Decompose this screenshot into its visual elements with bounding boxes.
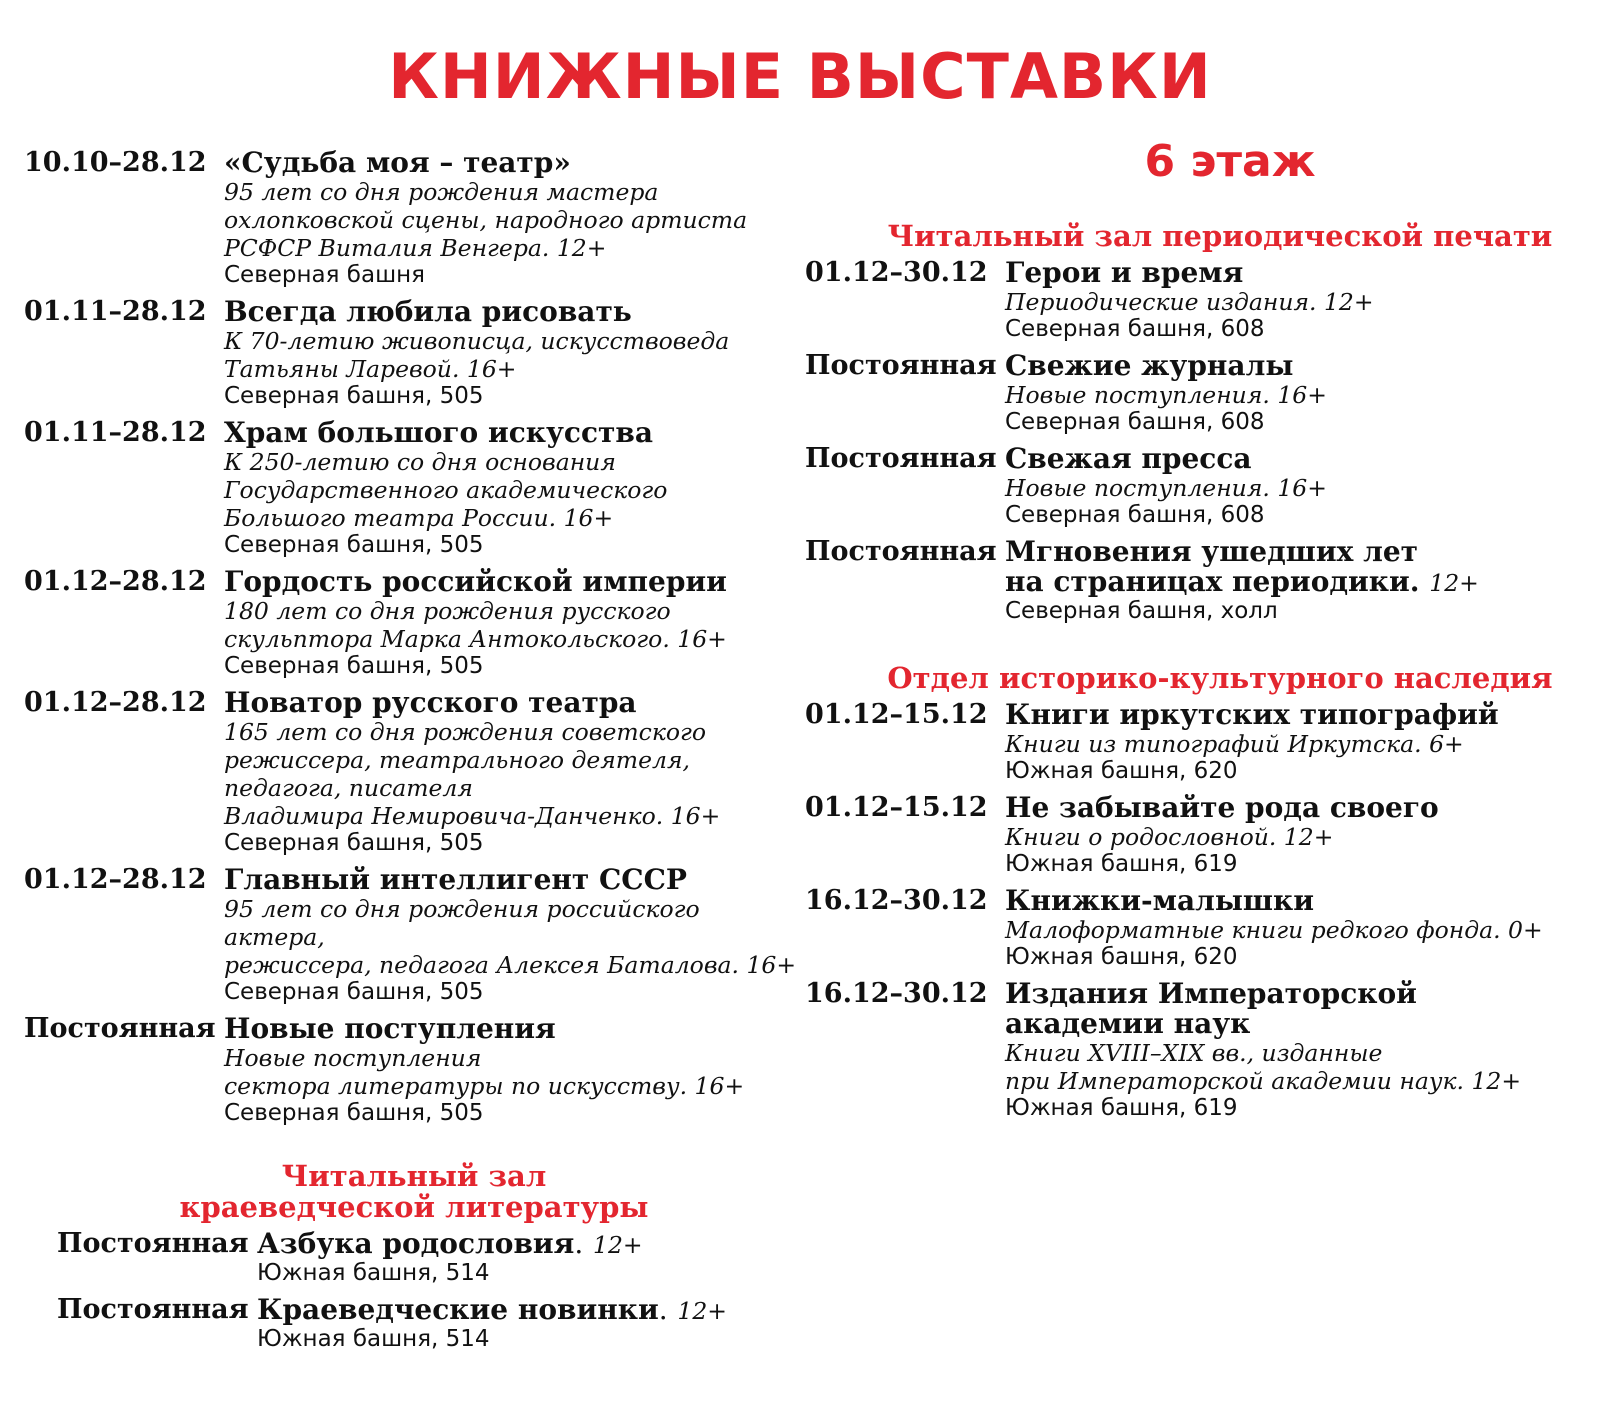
exhibition-description: режиссера, педагога Алексея Баталова. 16+: [224, 951, 797, 979]
exhibition-body: [1005, 441, 1595, 529]
page-title: КНИЖНЫЕ ВЫСТАВКИ: [388, 40, 1212, 113]
exhibition-date: 16.12–30.12: [805, 884, 988, 916]
exhibition-description: К 70-летию живописца, искусствоведа: [224, 327, 730, 355]
exhibition-date: 01.12–28.12: [24, 687, 207, 718]
exhibition-date: 01.12–28.12: [24, 566, 207, 597]
exhibition-location: Южная башня, 620: [1005, 943, 1238, 970]
exhibition-description: Новые поступления. 16+: [1005, 473, 1327, 502]
exhibition-body: [224, 567, 804, 680]
exhibition-date: 01.11–28.12: [24, 296, 207, 327]
exhibition-location: Северная башня, 505: [224, 532, 484, 558]
exhibition-body: [1005, 697, 1595, 785]
exhibition-description: Периодические издания. 12+: [1005, 287, 1374, 316]
exhibition-title: Книжки-малышки: [1005, 883, 1314, 917]
exhibition-title: Мгновения ушедших лет: [1005, 534, 1418, 568]
exhibition-location: Северная башня, холл: [1005, 597, 1278, 624]
exhibition-location: Северная башня, 505: [224, 653, 484, 679]
exhibition-entry: [805, 976, 1595, 1122]
exhibition-location: Южная башня, 619: [1005, 850, 1238, 877]
exhibition-date: Постоянная: [57, 1294, 249, 1325]
exhibition-description: РСФСР Виталия Венгера. 12+: [224, 234, 607, 262]
exhibition-title: Главный интеллигент СССР: [224, 863, 687, 896]
exhibition-location: Северная башня, 505: [224, 979, 484, 1005]
section-heading-line: краеведческой литературы: [179, 1190, 649, 1224]
exhibition-location: Южная башня, 514: [257, 1326, 490, 1352]
age-rating: 12+: [677, 1297, 727, 1325]
exhibition-title: Свежая пресса: [1005, 441, 1252, 475]
exhibition-title-line: [1005, 564, 1595, 598]
exhibition-body: [224, 418, 804, 559]
exhibition-title: «Судьба моя – театр»: [224, 146, 571, 179]
exhibition-location: Южная башня, 514: [257, 1260, 490, 1286]
local-history-list: [24, 1229, 804, 1353]
floor-label: 6 этаж: [1144, 136, 1316, 187]
exhibition-body: [1005, 255, 1595, 343]
exhibition-entry: [805, 883, 1595, 971]
exhibition-location: Северная башня, 608: [1005, 315, 1265, 342]
exhibition-description: Татьяны Ларевой. 16+: [224, 355, 517, 383]
exhibition-body: [224, 1014, 804, 1127]
exhibition-entry: [24, 688, 804, 857]
exhibition-title-line: Азбука родословия. 12+: [257, 1227, 643, 1260]
exhibition-description: 165 лет со дня рождения советского: [224, 718, 707, 746]
exhibition-title: Храм большого искусства: [224, 416, 653, 449]
exhibition-location: Южная башня, 619: [1005, 1094, 1238, 1121]
exhibition-location: Северная башня, 505: [224, 383, 484, 409]
exhibition-date: 16.12–30.12: [805, 977, 988, 1009]
exhibition-title: Герои и время: [1005, 255, 1244, 289]
exhibition-title: Издания Императорской: [1005, 976, 1417, 1010]
exhibition-body: [1005, 534, 1595, 625]
section-heading-periodicals: Читальный зал периодической печати: [887, 218, 1553, 253]
exhibition-description: 95 лет со дня рождения мастера: [224, 178, 659, 206]
exhibition-entry: [24, 297, 804, 410]
exhibition-date: Постоянная: [805, 349, 997, 381]
right-column: [805, 136, 1595, 1130]
exhibition-description: Новые поступления: [224, 1044, 482, 1072]
exhibition-entry: [805, 534, 1595, 625]
exhibition-description: К 250-летию со дня основания: [224, 448, 616, 476]
exhibition-body: [224, 688, 804, 857]
exhibition-title: Новые поступления: [224, 1012, 556, 1045]
exhibition-title-continued: на страницах периодики.: [1005, 564, 1420, 598]
exhibition-date: Постоянная: [57, 1228, 249, 1259]
exhibition-date: Постоянная: [24, 1013, 216, 1044]
exhibition-body: [224, 148, 804, 289]
exhibition-title: Азбука родословия: [257, 1227, 575, 1260]
exhibition-body: [1005, 976, 1595, 1122]
exhibition-entry: [805, 255, 1595, 343]
exhibition-location: Северная башня: [224, 262, 425, 288]
exhibition-date: 01.11–28.12: [24, 417, 207, 448]
exhibition-location: Северная башня, 505: [224, 1100, 484, 1126]
exhibition-date: Постоянная: [805, 535, 997, 567]
exhibition-entry: [805, 441, 1595, 529]
exhibition-body: [1005, 348, 1595, 436]
exhibition-title: Книги иркутских типографий: [1005, 697, 1499, 731]
exhibition-entry: [805, 790, 1595, 878]
exhibition-body: [224, 297, 804, 410]
exhibition-description: при Императорской академии наук. 12+: [1005, 1066, 1522, 1095]
section-heading-local-history: [24, 1161, 804, 1223]
exhibition-entry: [805, 348, 1595, 436]
exhibition-description: скульптора Марка Антокольского. 16+: [224, 625, 727, 653]
exhibition-location: Южная башня, 620: [1005, 757, 1238, 784]
exhibition-body: [257, 1229, 804, 1287]
exhibition-entry: [24, 1014, 804, 1127]
exhibition-body: [257, 1295, 804, 1353]
exhibition-entry: [24, 418, 804, 559]
exhibition-description: Книги из типографий Иркутска. 6+: [1005, 729, 1464, 758]
exhibition-description: Книги XVIII–XIX вв., изданные: [1005, 1038, 1383, 1067]
exhibition-title: Гордость российской империи: [224, 565, 727, 598]
exhibition-body: [1005, 790, 1595, 878]
exhibition-entry: [24, 865, 804, 1006]
exhibition-entry: [24, 1229, 804, 1287]
exhibition-entry: [24, 148, 804, 289]
exhibition-date: 01.12–28.12: [24, 864, 207, 895]
exhibition-description: Новые поступления. 16+: [1005, 380, 1327, 409]
exhibition-description: охлопковской сцены, народного артиста: [224, 206, 748, 234]
exhibition-description: педагога, писателя: [224, 774, 473, 802]
exhibition-description: Владимира Немировича-Данченко. 16+: [224, 802, 721, 830]
exhibition-entry: [24, 1295, 804, 1353]
exhibition-title: Свежие журналы: [1005, 348, 1294, 382]
exhibition-date: 01.12–30.12: [805, 256, 988, 288]
exhibition-description: режиссера, театрального деятеля,: [224, 746, 690, 774]
section-heading-heritage: Отдел историко-культурного наследия: [887, 660, 1553, 695]
exhibition-body: [224, 865, 804, 1006]
exhibition-title-line: Краеведческие новинки. 12+: [257, 1293, 727, 1326]
exhibition-title: Новатор русского театра: [224, 686, 637, 719]
exhibition-location: Северная башня, 608: [1005, 501, 1265, 528]
exhibition-location: Северная башня, 608: [1005, 408, 1265, 435]
exhibition-date: 01.12–15.12: [805, 698, 988, 730]
exhibition-description: Книги о родословной. 12+: [1005, 822, 1334, 851]
exhibition-location: Северная башня, 505: [224, 830, 484, 856]
exhibition-description: Малоформатные книги редкого фонда. 0+: [1005, 915, 1543, 944]
exhibition-date: 01.12–15.12: [805, 791, 988, 823]
exhibition-title: Краеведческие новинки: [257, 1293, 659, 1326]
exhibition-entry: [24, 567, 804, 680]
section-heading-line: Читальный зал: [281, 1159, 547, 1193]
exhibition-description: Государственного академического: [224, 476, 668, 504]
exhibition-body: [1005, 883, 1595, 971]
exhibition-description: 95 лет со дня рождения российского актера,: [224, 895, 700, 951]
exhibition-title: Не забывайте рода своего: [1005, 790, 1439, 824]
exhibition-entry: [805, 697, 1595, 785]
exhibition-title: Всегда любила рисовать: [224, 295, 632, 328]
exhibition-description: Большого театра России. 16+: [224, 504, 614, 532]
exhibition-title-continued: академии наук: [1005, 1006, 1251, 1040]
exhibition-description: сектора литературы по искусству. 16+: [224, 1072, 745, 1100]
age-rating: 12+: [1429, 568, 1479, 597]
exhibition-date: Постоянная: [805, 442, 997, 474]
left-column: [24, 148, 804, 1361]
exhibition-date: 10.10–28.12: [24, 147, 207, 178]
age-rating: 12+: [593, 1231, 643, 1259]
exhibition-description: 180 лет со дня рождения русского: [224, 597, 671, 625]
